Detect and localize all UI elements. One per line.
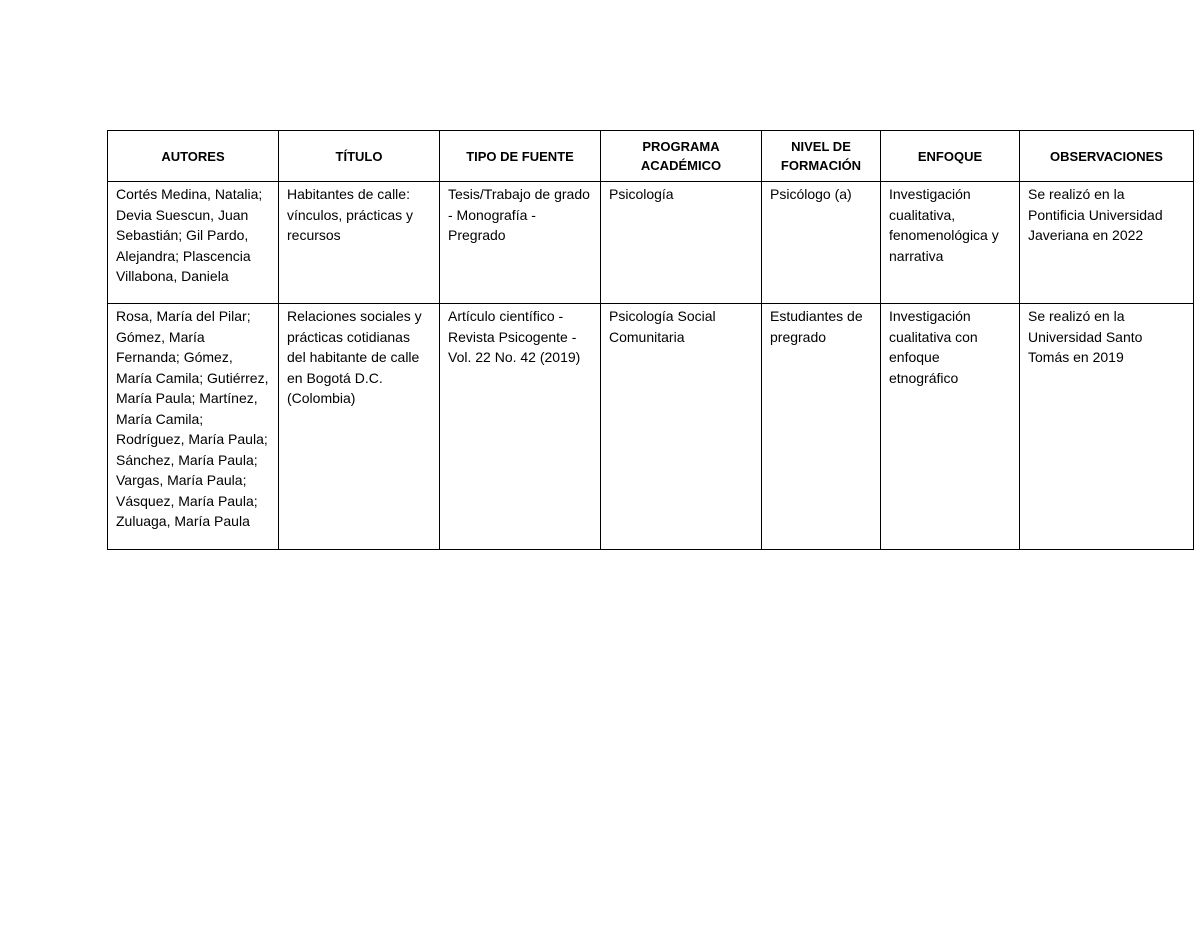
cell-enfoque: Investigación cualitativa, fenomenológica y narrativa [881, 182, 1020, 304]
header-observaciones: OBSERVACIONES [1020, 131, 1194, 182]
cell-titulo: Habitantes de calle: vínculos, prácticas y recursos [279, 182, 440, 304]
cell-nivel: Estudiantes de pregrado [762, 304, 881, 550]
cell-observaciones: Se realizó en la Universidad Santo Tomás en 2019 [1020, 304, 1194, 550]
header-nivel-formacion: NIVEL DE FORMACIÓN [762, 131, 881, 182]
cell-titulo: Relaciones sociales y prácticas cotidianas del habitante de calle en Bogotá D.C. (Colombia) [279, 304, 440, 550]
header-programa-academico: PROGRAMA ACADÉMICO [601, 131, 762, 182]
cell-autores: Rosa, María del Pilar; Gómez, María Fernanda; Gómez, María Camila; Gutiérrez, María Paula; Martínez, María Camila; Rodríguez, María Paula; Sánchez, María Paula; Vargas, María Paula; Vásquez, María Paula; Zuluaga, María Paula [108, 304, 279, 550]
header-enfoque: ENFOQUE [881, 131, 1020, 182]
cell-observaciones: Se realizó en la Pontificia Universidad Javeriana en 2022 [1020, 182, 1194, 304]
table-row [108, 304, 1194, 550]
literature-review-table [107, 130, 1194, 550]
table-header-row [108, 131, 1194, 182]
cell-autores: Cortés Medina, Natalia; Devia Suescun, Juan Sebastián; Gil Pardo, Alejandra; Plascencia Villabona, Daniela [108, 182, 279, 304]
header-tipo-fuente: TIPO DE FUENTE [440, 131, 601, 182]
header-titulo: TÍTULO [279, 131, 440, 182]
cell-tipo-fuente: Artículo científico - Revista Psicogente - Vol. 22 No. 42 (2019) [440, 304, 601, 550]
cell-enfoque: Investigación cualitativa con enfoque etnográfico [881, 304, 1020, 550]
cell-programa: Psicología Social Comunitaria [601, 304, 762, 550]
cell-programa: Psicología [601, 182, 762, 304]
header-autores: AUTORES [108, 131, 279, 182]
table-row [108, 182, 1194, 304]
cell-nivel: Psicólogo (a) [762, 182, 881, 304]
cell-tipo-fuente: Tesis/Trabajo de grado - Monografía - Pregrado [440, 182, 601, 304]
